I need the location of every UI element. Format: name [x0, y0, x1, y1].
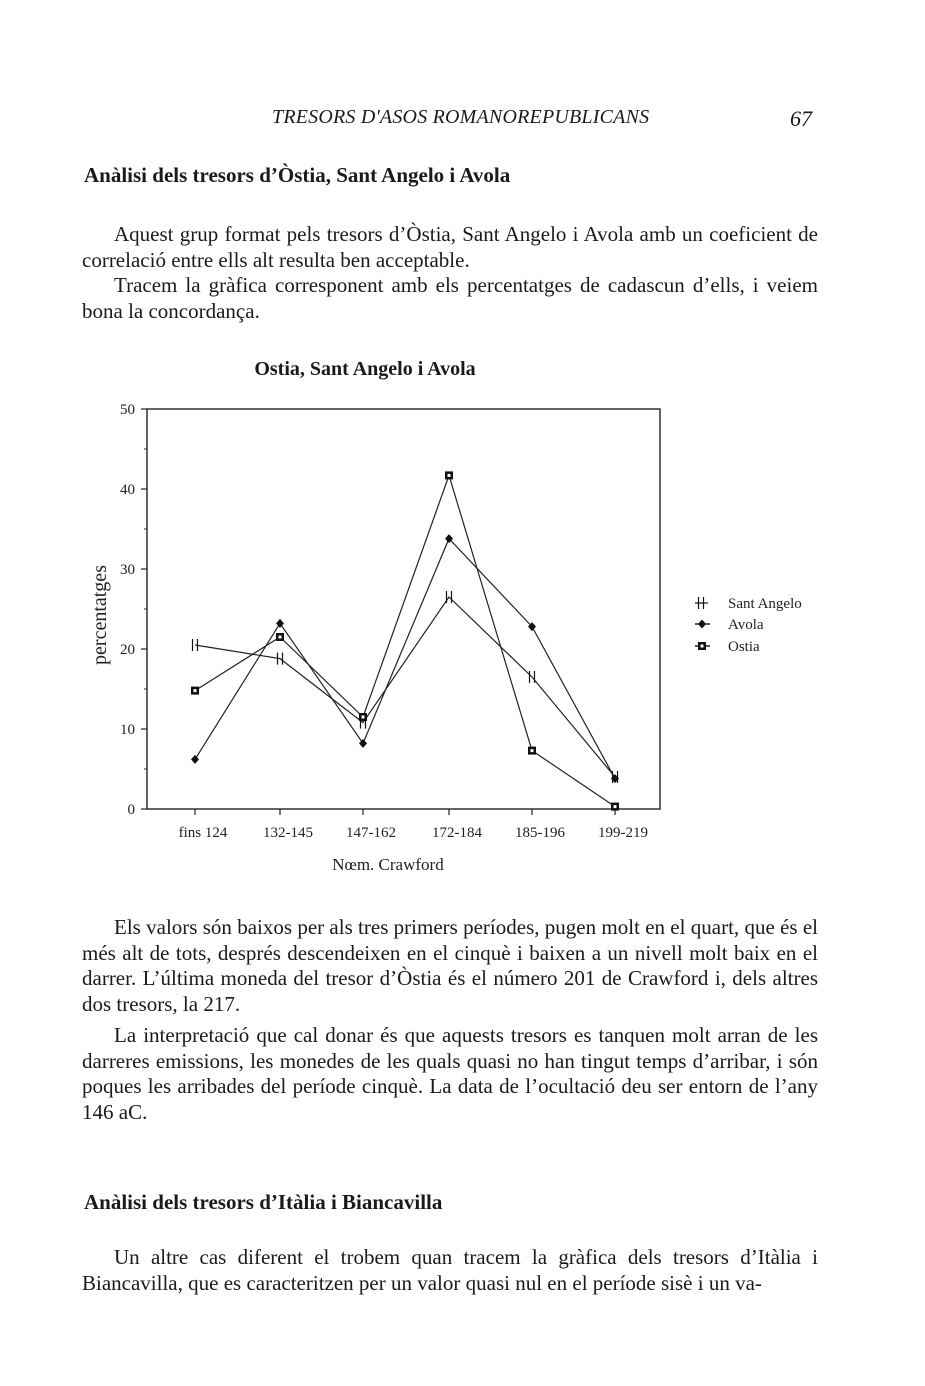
paragraph: Els valors són baixos per als tres primers períodes, pugen molt en el quart, que és el més alt de tots, després descendeixen en el cinquè i baixen a un nivell molt baix en el darrer. L’última moneda del tresor d’Òstia és el número 201 de Crawford i, dels altres dos tresors, la 217.	[82, 915, 818, 1016]
ostia-point	[276, 633, 284, 641]
x-tick-label: 185-196	[515, 825, 565, 841]
running-head	[0, 106, 925, 136]
legend	[695, 596, 802, 655]
ostia-point	[445, 471, 453, 479]
legend-label: Avola	[728, 617, 764, 633]
x-tick-label: 147-162	[346, 825, 396, 841]
x-tick-label: 132-145	[263, 825, 313, 841]
y-tick-label: 0	[127, 802, 135, 818]
paragraph: La interpretació que cal donar és que aquests tresors es tanquen molt arran de les darreres emissions, les monedes de les quals quasi no han tingut temps d’arribar, i són poques les arribades del període cinquè. La data de l’ocultació deu ser entorn de l’any 146 aC.	[82, 1023, 818, 1124]
y-tick-label: 30	[120, 562, 135, 578]
avola-line	[195, 539, 615, 779]
line-chart	[0, 390, 925, 880]
ostia-point-center	[614, 805, 617, 808]
avola-point	[698, 620, 706, 629]
ostia-line	[195, 475, 615, 806]
y-axis-label: percentatges	[89, 565, 111, 665]
paragraph: Aquest grup format pels tresors d’Òstia, Sant Angelo i Avola amb un coeficient de correlació entre ells alt resulta ben acceptable.	[82, 222, 818, 272]
x-axis	[179, 809, 648, 841]
ostia-point-center	[701, 645, 704, 648]
ostia-point	[359, 713, 367, 721]
legend-label: Ostia	[728, 639, 760, 655]
ostia-point	[191, 687, 199, 695]
sant-angelo-line	[195, 597, 615, 777]
ostia-point-center	[362, 716, 365, 719]
x-tick-label: fins 124	[178, 825, 228, 841]
ostia-point-center	[194, 689, 197, 692]
y-tick-label: 10	[120, 722, 135, 738]
ostia-point-center	[279, 636, 282, 639]
section-heading-ostia: Anàlisi dels tresors d’Òstia, Sant Angelo i Avola	[84, 163, 511, 187]
y-axis	[120, 402, 147, 818]
ostia-point	[611, 803, 619, 811]
paragraph: Tracem la gràfica corresponent amb els percentatges de cadascun d’ells, i veiem bona la concordança.	[82, 273, 818, 323]
y-tick-label: 50	[120, 402, 135, 418]
avola-point	[191, 755, 199, 764]
x-axis-label: Nœm. Crawford	[332, 855, 444, 874]
ostia-point-center	[448, 474, 451, 477]
x-tick-label: 172-184	[432, 825, 482, 841]
y-tick-label: 20	[120, 642, 135, 658]
series-group	[191, 471, 619, 810]
x-tick-label: 199-219	[598, 825, 648, 841]
paragraph: Un altre cas diferent el trobem quan tracem la gràfica dels tresors d’Itàlia i Biancavilla, que es caracteritzen per un valor quasi nul en el període sisè i un va-	[82, 1245, 818, 1295]
plot-frame	[147, 409, 660, 809]
chart-title: Ostia, Sant Angelo i Avola	[254, 358, 476, 380]
ostia-point	[528, 747, 536, 755]
page-number: 67	[790, 106, 812, 131]
y-tick-label: 40	[120, 482, 135, 498]
ostia-point-center	[531, 749, 534, 752]
running-title: TRESORS D'ASOS ROMANOREPUBLICANS	[272, 106, 650, 128]
legend-label: Sant Angelo	[728, 596, 802, 612]
ostia-point	[698, 642, 706, 650]
section-heading-italia: Anàlisi dels tresors d’Itàlia i Biancavilla	[84, 1190, 443, 1214]
